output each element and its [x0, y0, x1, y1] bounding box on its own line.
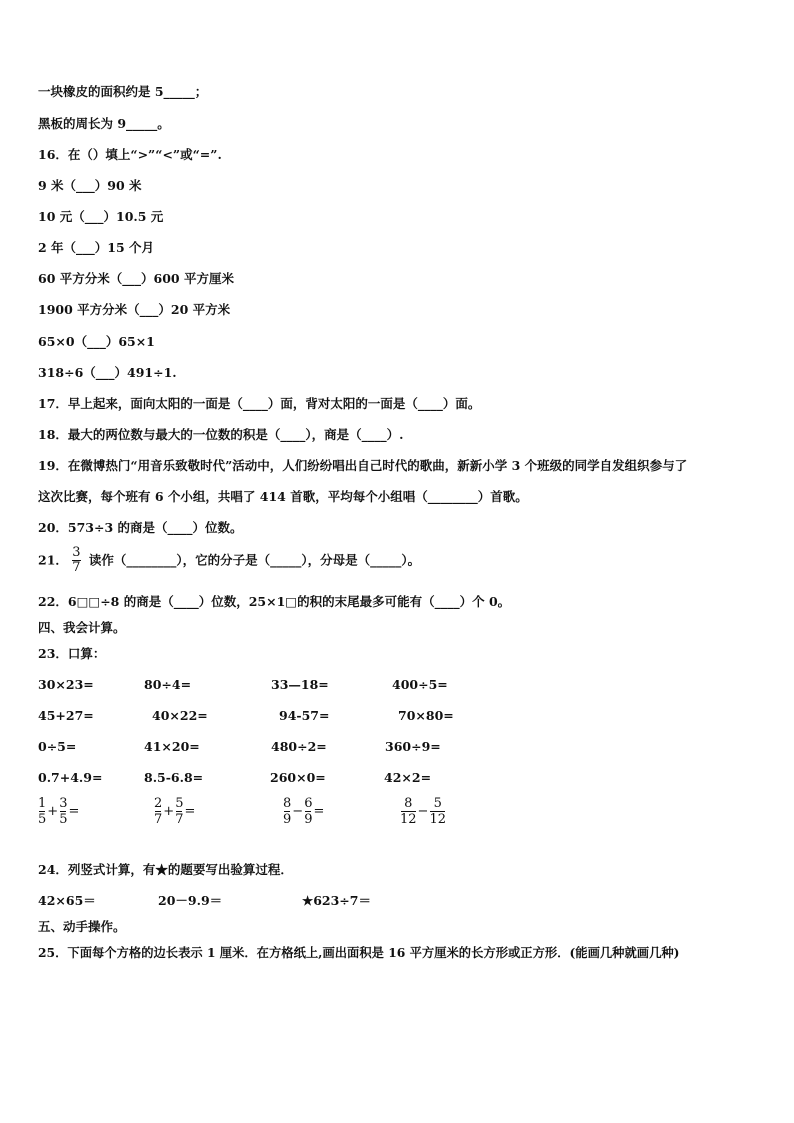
operator: +: [163, 804, 175, 819]
oral-calc-item: 80÷4=: [144, 677, 192, 692]
oral-calc-item: 360÷9=: [385, 739, 441, 754]
oral-calc-item: 45+27=: [38, 708, 94, 723]
operator: −: [292, 804, 304, 819]
fraction: [429, 796, 446, 827]
fraction-numerator: 3: [72, 545, 81, 560]
fraction-denominator: 7: [154, 812, 163, 827]
question-21-text: 读作（________），它的分子是（_____），分母是（_____）。: [88, 552, 421, 568]
fraction-numerator: 5: [433, 796, 442, 811]
question-16-item: 318÷6（___）491÷1.: [38, 365, 177, 380]
vertical-calc-item: ★623÷7＝: [302, 893, 371, 908]
oral-calc-item: 400÷5=: [392, 677, 448, 692]
vertical-calc-item: 42×65＝: [38, 893, 96, 908]
oral-calc-item: 94-57=: [279, 708, 330, 723]
question-21: [38, 546, 420, 575]
fraction-numerator: 5: [175, 796, 184, 811]
vertical-calc-item: 20－9.9＝: [158, 893, 223, 908]
line-eraser-area: 一块橡皮的面积约是 5_____；: [38, 84, 208, 99]
fraction-denominator: 12: [429, 812, 446, 827]
fraction-expression: [154, 796, 196, 827]
oral-calc-item: 70×80=: [398, 708, 454, 723]
equals-sign: =: [68, 804, 80, 819]
question-22: 22．6□□÷8 的商是（____）位数，25×1□的积的末尾最多可能有（____）个 0。: [38, 594, 511, 609]
question-16-item: 10 元（___）10.5 元: [38, 209, 164, 224]
fraction: [154, 796, 162, 827]
fraction-numerator: 6: [304, 796, 313, 811]
question-21-number: 21．: [38, 552, 68, 568]
fraction: [59, 796, 67, 827]
oral-calc-item: 41×20=: [144, 739, 200, 754]
question-23: 23．口算：: [38, 646, 106, 661]
fraction: [400, 796, 417, 827]
fraction-expression: [400, 796, 446, 827]
oral-calc-item: 480÷2=: [271, 739, 327, 754]
oral-calc-item: 33—18=: [271, 677, 329, 692]
fraction-numerator: 2: [154, 796, 163, 811]
question-25: 25．下面每个方格的边长表示 1 厘米．在方格纸上,画出面积是 16 平方厘米的长方形或正方形．(能画几种就画几种): [38, 945, 680, 960]
section-four-heading: 四、我会计算。: [38, 620, 126, 635]
fraction-numerator: 8: [404, 796, 413, 811]
fraction-expression: [283, 796, 325, 827]
question-20: 20．573÷3 的商是（____）位数。: [38, 520, 243, 535]
oral-calc-item: 0÷5=: [38, 739, 77, 754]
fraction: [38, 796, 46, 827]
oral-calc-item: 8.5-6.8=: [144, 770, 204, 785]
oral-calc-item: 42×2=: [384, 770, 432, 785]
fraction-denominator: 5: [38, 812, 47, 827]
section-five-heading: 五、动手操作。: [38, 919, 126, 934]
question-16-item: 9 米（___）90 米: [38, 178, 142, 193]
line-blackboard-perimeter: 黑板的周长为 9_____。: [38, 116, 170, 131]
fraction-denominator: 9: [283, 812, 292, 827]
fraction-numerator: 3: [59, 796, 68, 811]
equals-sign: =: [184, 804, 196, 819]
question-16-item: 60 平方分米（___）600 平方厘米: [38, 271, 234, 286]
fraction: [283, 796, 291, 827]
fraction: [175, 796, 183, 827]
question-17: 17．早上起来，面向太阳的一面是（____）面，背对太阳的一面是（____）面。: [38, 396, 481, 411]
question-24: 24．列竖式计算，有★的题要写出验算过程．: [38, 862, 293, 877]
fraction-expression: [38, 796, 80, 827]
fraction-denominator: 12: [400, 812, 417, 827]
fraction-denominator: 9: [304, 812, 313, 827]
question-16-item: 65×0（___）65×1: [38, 334, 155, 349]
oral-calc-item: 30×23=: [38, 677, 94, 692]
operator: −: [417, 804, 429, 819]
oral-calc-item: 0.7+4.9=: [38, 770, 103, 785]
fraction-numerator: 8: [283, 796, 292, 811]
question-19-line-1: 19．在微博热门“用音乐致敬时代”活动中，人们纷纷唱出自己时代的歌曲，新新小学 3 个班级的同学自发组织参与了: [38, 458, 688, 473]
oral-calc-item: 260×0=: [270, 770, 326, 785]
fraction: [304, 796, 312, 827]
fraction-denominator: 7: [175, 812, 184, 827]
question-18: 18．最大的两位数与最大的一位数的积是（____），商是（____）.: [38, 427, 404, 442]
question-16-item: 1900 平方分米（___）20 平方米: [38, 302, 231, 317]
oral-calc-item: 40×22=: [152, 708, 208, 723]
operator: +: [47, 804, 59, 819]
fraction-numerator: 1: [38, 796, 47, 811]
fraction-denominator: 7: [72, 560, 81, 575]
fraction-denominator: 5: [59, 812, 68, 827]
question-16-item: 2 年（___）15 个月: [38, 240, 155, 255]
question-19-line-2: 这次比赛，每个班有 6 个小组，共唱了 414 首歌，平均每个小组唱（________）首歌。: [38, 489, 528, 504]
fraction-three-sevenths: [72, 546, 80, 575]
question-16: 16．在（）填上“>”“<”或“=”.: [38, 147, 222, 162]
equals-sign: =: [313, 804, 325, 819]
